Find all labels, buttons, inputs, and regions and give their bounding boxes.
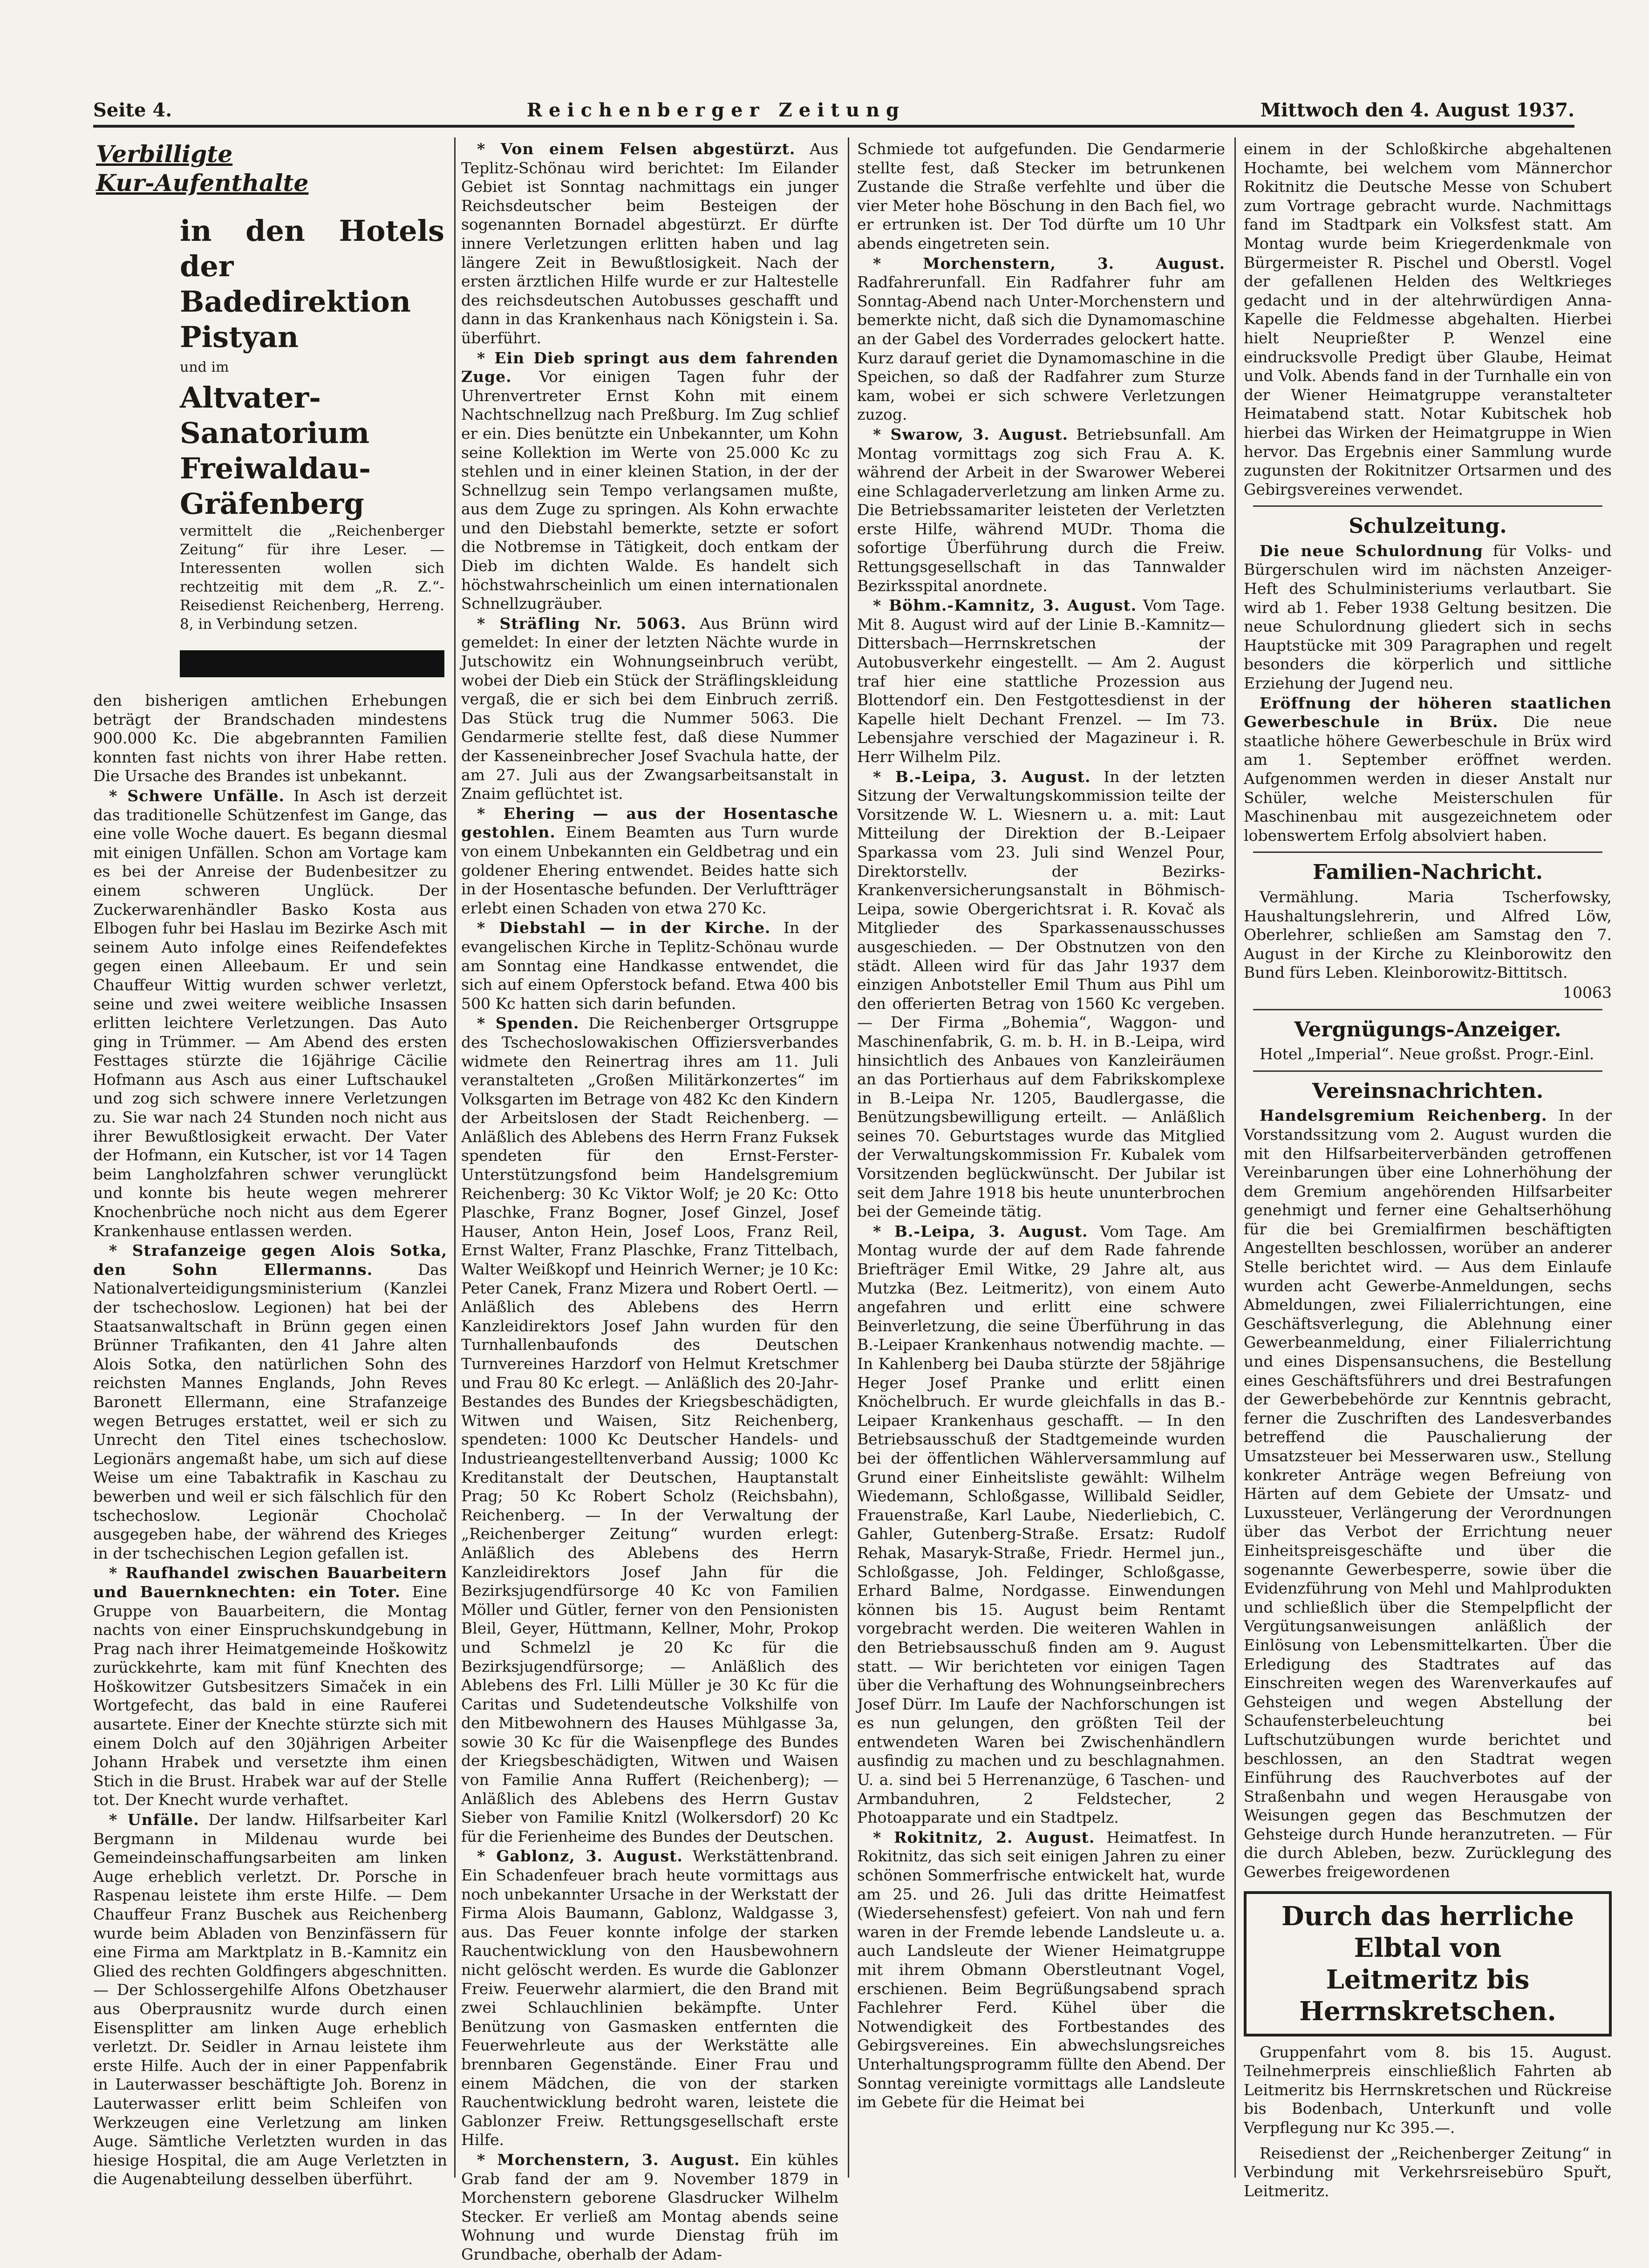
news-item xyxy=(461,919,838,1013)
news-item-text: Vom Tage. Mit 8. August wird auf der Linie B.-Kamnitz—Dittersbach—Herrnskretschen der Autobusverkehr eingestellt. — Am 2. August traf hier eine stattliche Prozession aus Blottendorf ein. Den Festgottesdienst in der Kapelle hielt Dechant Frenzel. — Im 73. Lebensjahre verschied der Magazineur i. R. Herr Wilhelm Pilz. xyxy=(857,596,1225,766)
news-item xyxy=(857,1828,1225,2112)
news-item-heading: * Raufhandel zwischen Bauarbeitern und Bauernknechten: ein Toter. xyxy=(93,1564,447,1601)
news-item-text: In der evangelischen Kirche in Teplitz-Schönau wurde am Sonntag eine Handkasse entwendet, die sich auf einem Opferstock befand. Etwa 400 bis 500 Kc hatten sich darin befunden. xyxy=(461,919,838,1013)
news-item-heading: * Unfälle. xyxy=(109,1811,199,1829)
elbe-excursion-advertisement xyxy=(1244,1891,1612,2036)
news-item-text: Der landw. Hilfsarbeiter Karl Bergmann in Mildenau wurde bei Gemeindeinschaffungsarbeiten am linken Auge erheblich verletzt. Dr. Porsche in Raspenau leistete ihm erste Hilfe. — Dem Chauffeur Franz Buschek aus Reichenberg wurde beim Abladen von Benzinfässern für eine Firma am Marktplatz in B.-Kamnitz ein Glied des rechten Goldfingers abgeschnitten. — Der Schlossergehilfe Alfons Obetzhauser aus Oberprausnitz wurde durch einen Eisensplitter am linken Auge erheblich verletzt. Dr. Seidler in Arnau leistete ihm erste Hilfe. Auch der in einer Pappenfabrik in Lauterwasser beschäftigte Joh. Borenz in Lauterwasser erlitt beim Schleifen von Werkzeugen eine Verletzung am linken Auge. Sämtliche Verletzten wurden in das hiesige Hospital, die am Auge Verletzten in die Augenabteilung desselben überführt. xyxy=(93,1811,447,2188)
news-item-heading: * Gablonz, 3. August. xyxy=(477,1847,683,1866)
news-item-heading: Eröffnung der höheren staatlichen Gewerbeschule in Brüx. xyxy=(1244,694,1612,731)
column-rule xyxy=(848,137,849,2178)
news-item-text: einem in der Schloßkirche abgehaltenen Hochamte, bei welchem vom Männerchor Rokitnitz die Deutsche Messe von Schubert zum Vortrage gebracht wurde. Nachmittags fand im Stadtpark ein Volksfest statt. Am Montag wurde beim Kriegerdenkmale von Bürgermeister R. Pischel und Oberstl. Vogel der gefallenen Helden des Weltkrieges gedacht und in der altehrwürdigen Anna-Kapelle die Feldmesse abgehalten. Hierbei hielt Neuprießter P. Wenzel eine eindrucksvolle Predigt über Glaube, Heimat und Volk. Abends fand in der Turnhalle ein von der Wiener Heimatgruppe veranstalteter Heimatabend statt. Notar Kubitschek hob hierbei das Wirken der Heimatgruppe in Wien hervor. Das Ergebnis einer Sammlung wurde zugunsten der Rokitnitzer Ortsarmen und des Gebirgsvereines verwendet. xyxy=(1244,140,1612,498)
section-heading-clubs: Vereinsnachrichten. xyxy=(1312,1079,1544,1103)
news-item xyxy=(857,596,1225,766)
news-item-heading: * Strafanzeige gegen Alois Sotka, den Sohn Ellermanns. xyxy=(93,1241,447,1279)
section-heading-amusement: Vergnügungs-Anzeiger. xyxy=(1294,1017,1561,1042)
news-item xyxy=(461,140,838,348)
news-list xyxy=(93,691,447,2189)
news-item-text: Einem Beamten aus Turn wurde von einem Unbekannten ein Geldbetrag und ein goldener Ehering entwendet. Beides hatte sich in der Hosentasche befunden. Der Verluftträger erlebt einen Schaden von etwa 270 Kc. xyxy=(461,823,838,917)
column-rule xyxy=(454,137,456,2178)
page-header xyxy=(93,93,1574,121)
family-notice: Vermählung. Maria Tscherfowsky, Haushaltungslehrerin, und Alfred Löw, Oberlehrer, schließen am Samstag den 7. August in der Kirche zu Kleinborowitz den Bund fürs Leben. Kleinborowitz-Bittitsch. xyxy=(1244,887,1612,982)
news-item-text: In der Vorstandssitzung vom 2. August wurden die mit den Hilfsarbeiterverbänden getroffenen Vereinbarungen über eine Lohnerhöhung der dem Gremium angehörenden Hilfsarbeiter genehmigt und ferner eine Gehaltserhöhung für die bei Gremialfirmen beschäftigten Angestellten beschlossen, worüber an anderer Stelle berichtet wird. — Aus dem Einlaufe wurden acht Gewerbe-Anmeldungen, sechs Abmeldungen, zwei Filialerrichtungen, eine Geschäftsverlegung, die Ablehnung einer Gewerbeanmeldung, einer Filialerrichtung und eines Dispensansuchens, die Bestellung eines Geschäftsführers und drei Bestrafungen der Gewerbebehörde zur Kenntnis gebracht, ferner die Zuschriften des Landesverbandes betreffend die Pauschalierung der Umsatzsteuer bei Messerwaren usw., Stellung konkreter Anträge wegen Befreiung von Härten auf dem Gebiete der Umsatz- und Luxussteuer, Verlängerung der Verordnungen über das Verbot der Errichtung neuer Einheitspreisgeschäfte und über die sogenannte Gewerbesperre, sowie über die Evidenzführung von Mehl und Mahlprodukten und schließlich über die Stempelpflicht der Vergütungsanweisungen anläßlich der Einlösung von Lebensmittelkarten. Über die Erledigung des Stadtrates auf das Einschreiten wegen des Warenverkaufes auf Gehsteigen und wegen Abstellung der Schaufensterbeleuchtung bei Luftschutzübungen wurde berichtet und beschlossen, an den Stadtrat wegen Einführung des Rauchverbotes auf der Straßenbahn und wegen Herausgabe von Weisungen gegen das Beschmutzen der Gehsteige durch Hunde heranzutreten. — Für die durch Ableben, bezw. Zurücklegung des Gewerbes freigewordenen xyxy=(1244,1106,1612,1881)
news-item-text: Betriebsunfall. Am Montag vormittags zog sich Frau A. K. während der Arbeit in der Swarower Weberei eine Schlagaderverletzung am linken Arme zu. Die Betriebssamariter leisteten der Verletzten erste Hilfe, während MUDr. Thoma die sofortige Überführung durch die Freiw. Rettungsgesellschaft in das Tannwalder Bezirksspital anordnete. xyxy=(857,425,1225,595)
news-item-text: Schmiede tot aufgefunden. Die Gendarmerie stellte fest, daß Stecker im betrunkenen Zustande die Straße verfehlte und über die vier Meter hohe Böschung in den Bach fiel, wo er ertrunken ist. Der Tod dürfte um 10 Uhr abends eingetreten sein. xyxy=(857,140,1225,252)
header-rule xyxy=(93,125,1574,128)
news-item-heading: * Morchenstern, 3. August. xyxy=(873,254,1225,272)
ad-heading: Kur-Aufenthalte xyxy=(96,169,309,197)
news-item-text: Werkstättenbrand. Ein Schadenfeuer brach heute vormittags aus noch unbekannter Ursache in der Werkstatt der Firma Alois Baumann, Gablonz, Waldgasse 3, aus. Das Feuer konnte infolge der starken Rauchentwicklung von den Hausbewohnern nicht gelöscht werden. Es wurde die Gablonzer Freiw. Feuerwehr alarmiert, die den Brand mit zwei Schlauchlinien bekämpfte. Unter Benützung von Gasmasken entfernten die Feuerwehrleute aus der Werkstätte alle brennbaren Gegenstände. Einer Frau und einem Mädchen, die von der starken Rauchentwicklung bedroht waren, leistete die Gablonzer Freiw. Rettungsgesellschaft erste Hilfe. xyxy=(461,1847,838,2149)
news-item xyxy=(461,349,838,613)
excursion-details: Gruppenfahrt vom 8. bis 15. August. Teilnehmerpreis einschließlich Fahrten ab Leitmeritz bis Herrnskretschen und Rückreise bis Bodenbach, Unterkunft und volle Verpflegung nur Kc 395.—. xyxy=(1244,2043,1612,2137)
news-item-text: Heimatfest. In Rokitnitz, das sich seit einigen Jahren zu einer schönen Sommerfrische entwickelt hat, wurde am 25. und 26. Juli das dritte Heimatfest (Wiedersehensfest) gefeiert. Von nah und fern waren in der Fremde lebende Landsleute u. a. auch Landsleute der Wiener Heimatgruppe mit ihrem Obmann Oberstleutnant Vogel, erschienen. Beim Begrüßungsabend sprach Fachlehrer Ferd. Kühel über die Notwendigkeit des Fortbestandes des Gebirgsvereines. Ein abwechslungsreiches Unterhaltungsprogramm füllte den Abend. Der Sonntag vereinigte vormittags alle Landsleute im Gebete für die Heimat bei xyxy=(857,1828,1225,2111)
ad-text: vermittelt die „Reichenberger Zeitung“ für ihre Leser. — Interessenten wollen sich rechtzeitig mit dem „R. Z.“-Reisedienst Reichenberg, Herreng. 8, in Verbindung setzen. xyxy=(180,523,444,633)
news-item-heading: * B.-Leipa, 3. August. xyxy=(873,1222,1088,1240)
school-news-list xyxy=(1244,542,1612,845)
news-item-text: Das Nationalverteidigungsministerium (Kanzlei der tschechoslow. Legionen) hat bei der Staatsanwaltschaft in Brünn gegen einen Brünner Trafikanten, den 41 Jahre alten Alois Sotka, den natürlichen Sohn des reichsten Mannes Englands, John Reves Baronett Ellermann, eine Strafanzeige wegen Betruges erstattet, weil er sich zu Unrecht den Titel eines tschechoslow. Legionärs angemaßt habe, um sich auf diese Weise um eine Tabaktrafik in Kaschau zu bewerben und weil er sich fälschlich für den tschechoslow. Legionär Chocholač ausgegeben habe, der während des Krieges in der tschechischen Legion gefallen ist. xyxy=(93,1260,448,1562)
news-item xyxy=(461,1014,838,1846)
news-item-heading: * Swarow, 3. August. xyxy=(873,425,1069,443)
news-item-heading: * Rokitnitz, 2. August. xyxy=(873,1828,1095,1846)
section-rule xyxy=(1253,1009,1602,1010)
section-rule xyxy=(1253,505,1602,507)
news-item-heading: Handelsgremium Reichenberg. xyxy=(1260,1106,1547,1125)
ad-heading: Verbilligte xyxy=(96,140,233,168)
news-item-text: Aus Brünn wird gemeldet: In einer der letzten Nächte wurde in Jutschowitz ein Wohnungseinbruch verübt, wobei der Dieb ein Stück der Sträflingskleidung vergaß, die er sich bei dem Einbruch zerriß. Das Stück trug die Nummer 5063. Die Gendarmerie stellte fest, daß diese Nummer der Kasseneinbrecher Josef Svachula hatte, der am 27. Juli aus der Zwangsarbeitsanstalt in Znaim geflüchtet ist. xyxy=(461,614,838,803)
news-item-text: Radfahrerunfall. Ein Radfahrer fuhr am Sonntag-Abend nach Unter-Morchenstern und bemerkte nicht, daß sich die Dynamomaschine an der Gabel des Vorderrades gelockert hatte. Kurz darauf geriet die Dynamomaschine in die Speichen, so daß der Radfahrer zum Sturze kam, wobei er sich schwere Verletzungen zuzog. xyxy=(857,273,1225,424)
section-heading-family: Familien-Nachricht. xyxy=(1312,860,1543,885)
ad-sanatorium-line: Altvater-Sanatorium xyxy=(180,381,370,450)
news-item xyxy=(857,1222,1225,1827)
news-item xyxy=(93,691,447,786)
column-rule xyxy=(1234,137,1236,2178)
excursion-organizer: Reisedienst der „Reichenberger Zeitung“ in Verbindung mit Verkehrsreisebüro Spuřt, Leitmeritz. xyxy=(1244,2144,1612,2200)
column-2 xyxy=(461,140,838,2263)
news-item-heading: * Ein Dieb springt aus dem fahrenden Zuge. xyxy=(461,348,838,386)
newspaper-title: Reichenberger Zeitung xyxy=(526,99,906,121)
ad-connector: und im xyxy=(180,359,229,375)
news-item xyxy=(461,2151,838,2264)
section-rule xyxy=(1253,1070,1602,1072)
news-item-heading: * Morchenstern, 3. August. xyxy=(477,2150,740,2169)
reference-number: 10063 xyxy=(1563,983,1612,1001)
news-item xyxy=(857,425,1225,595)
issue-date: Mittwoch den 4. August 1937. xyxy=(1260,99,1574,121)
news-item xyxy=(93,1564,447,1810)
news-item xyxy=(93,1811,447,2189)
section-heading-school: Schulzeitung. xyxy=(1349,514,1507,538)
news-item xyxy=(461,614,838,804)
news-item xyxy=(461,1847,838,2150)
ad-black-bar xyxy=(180,650,444,677)
ad-hotel-line: in den Hotels der xyxy=(180,214,444,283)
news-item-heading: * Böhm.-Kamnitz, 3. August. xyxy=(873,596,1137,615)
section-rule xyxy=(1253,851,1602,853)
column-3 xyxy=(857,140,1225,2111)
news-item xyxy=(1244,1106,1612,1881)
news-item xyxy=(1244,140,1612,499)
club-news-list xyxy=(1244,1106,1612,1881)
news-list xyxy=(857,140,1225,2112)
news-item-text: Aus Teplitz-Schönau wird berichtet: Im Eilander Gebiet ist Sonntag nachmittags ein junger Reichsdeutscher beim Besteigen der sogenannten Bornadel abgestürzt. Er dürfte innere Verletzungen erlitten haben und lag längere Zeit in Bewußtlosigkeit. Nach der ersten ärztlichen Hilfe wurde er zur Haltestelle des reichsdeutschen Autobusses geschafft und dann in das Krankenhaus nach Königstein i. Sa. überführt. xyxy=(461,140,838,347)
news-item xyxy=(857,254,1225,424)
news-item-text: Vor einigen Tagen fuhr der Uhrenvertreter Ernst Kohn mit einem Nachtschnellzug nach Preßburg. Im Zug schlief er ein. Dies benützte ein Unbekannter, um Kohn seine Kollektion im Werte von 25.000 Kc zu stehlen und in einer kleinen Station, in der der Schnellzug sein Tempo verlangsamen mußte, aus dem Zuge zu springen. Als Kohn erwachte und den Diebstahl bemerkte, setzte er sofort die Notbremse in Tätigkeit, doch entkam der Dieb im dichten Walde. Es handelt sich höchstwahrscheinlich um einen internationalen Schnellzugräuber. xyxy=(461,368,838,613)
news-item xyxy=(93,787,447,1240)
news-item-text: Eine Gruppe von Bauarbeitern, die Montag nachts von einer Einspruchskundgebung in Prag nach ihrer Heimatgemeinde Hoškowitz zurückkehrte, kam mit fünf Knechten des Hoškowitzer Gutsbesitzers Simaček in ein Wortgefecht, das bald in eine Rauferei ausartete. Einer der Knechte stürzte sich mit einem Dolch auf den 30jährigen Arbeiter Johann Hrabek und versetzte ihm einen Stich in die Brust. Hrabek war auf der Stelle tot. Der Knecht wurde verhaftet. xyxy=(93,1582,447,1809)
news-item-heading: * Schwere Unfälle. xyxy=(109,786,285,805)
news-item xyxy=(461,804,838,918)
news-item xyxy=(1244,542,1612,693)
news-item xyxy=(1244,694,1612,845)
news-item-heading: * Diebstahl — in der Kirche. xyxy=(477,919,771,937)
news-item-heading: * B.-Leipa, 3. August. xyxy=(873,767,1091,786)
ad-sanatorium-line: Freiwaldau-Gräfenberg xyxy=(180,451,371,521)
amusement-notice: Hotel „Imperial“. Neue großst. Progr.-Einl. xyxy=(1260,1045,1594,1063)
news-item-text: In Asch ist derzeit das traditionelle Schützenfest im Gange, das eine volle Woche dauert. Es begann diesmal mit einigen Unfällen. Schon am Vortage kam es bei der Anreise der Budenbesitzer zu einem schweren Unglück. Der Zuckerwarenhändler Basko Kosta aus Elbogen fuhr bei Haslau im Bezirke Asch mit seinem Auto infolge eines Reifendefektes gegen einen Alleebaum. Er und sein Chauffeur Wittig wurden schwer verletzt, seine und zwei weitere weibliche Insassen erlitten leichtere Verletzungen. Das Auto ging in Trümmer. — Am Abend des ersten Festtages stürzte die 16jährige Cäcilie Hofmann aus Asch aus einer Luftschaukel und zog sich schwere innere Verletzungen zu. Sie war nach 24 Stunden noch nicht aus ihrer Bewußtlosigkeit erwacht. Der Vater der Hofmann, ein Kutscher, ist vor 14 Tagen beim Langholzfahren schwer verunglückt und konnte bis heute wegen mehrerer Knochenbrüche noch nicht aus dem Egerer Krankenhause entlassen werden. xyxy=(93,786,448,1240)
news-item-heading: * Spenden. xyxy=(477,1014,579,1033)
news-item-text: Die neue staatliche höhere Gewerbeschule in Brüx wird am 1. September eröffnet werden. Aufgenommen werden in dieser Anstalt nur Schüler, welche Meisterschulen für Maschinenbau mit ausgezeichnetem oder lobenswertem Erfolg absolviert haben. xyxy=(1244,713,1612,845)
news-item-text: Die Reichenberger Ortsgruppe des Tschechoslowakischen Offiziersverbandes widmete den Reinertrag ihres am 11. Juli veranstalteten „Großen Militärkonzertes“ im Volksgarten im Betrage von 482 Kc den Kindern der Arbeitslosen der Stadt Reichenberg. — Anläßlich des Ablebens des Herrn Franz Fuksek spendeten für den Ernst-Ferster-Unterstützungsfond beim Handelsgremium Reichenberg: 30 Kc Viktor Wolf; je 20 Kc: Otto Plaschke, Franz Bogner, Josef Ginzel, Josef Hauser, Anton Hein, Josef Loos, Franz Reil, Ernst Walter, Franz Plaschke, Franz Tittelbach, Walter Weißkopf und Heinrich Werner; je 10 Kc: Peter Canek, Franz Mizera und Robert Oertl. — Anläßlich des Ablebens des Herrn Kanzleidirektors Josef Jahn wurden für den Turnhallenbaufonds des Deutschen Turnvereines Harzdorf von Helmut Kretschmer und Frau 80 Kc erlegt. — Anläßlich des 20-Jahr-Bestandes des Bundes der Kriegsbeschädigten, Witwen und Waisen, Sitz Reichenberg, spendeten: 1000 Kc Deutscher Handels- und Industrieangestelltenverband Aussig; 1000 Kc Kreditanstalt der Deutschen, Hauptanstalt Prag; 50 Kc Robert Scholz (Reichsbahn), Reichenberg. — In der Verwaltung der „Reichenberger Zeitung“ wurden erlegt: Anläßlich des Ablebens des Herrn Kanzleidirektors Josef Jahn für die Bezirksjugendfürsorge 40 Kc von Familien Möller und Gütler, ferner von den Pensionisten Bleil, Geyer, Hüttmann, Kellner, Mohr, Prokop und Schmelzl je 20 Kc für die Bezirksjugendfürsorge; — Anläßlich des Ablebens des Frl. Lilli Müller je 30 Kc für die Caritas und Sudetendeutsche Volkshilfe von den Mitbewohnern des Hauses Mühlgasse 3a, sowie 30 Kc für die Waisenpflege des Bundes der Kriegsbeschädigten, Witwen und Waisen von Familie Anna Ruffert (Reichenberg); — Anläßlich des Ablebens des Herrn Gustav Sieber von Familie Knitzl (Wolkersdorf) 20 Kc für die Ferienheime des Bundes der Deutschen. xyxy=(461,1014,838,1846)
news-item-heading: * Sträfling Nr. 5063. xyxy=(477,614,687,633)
page-number: Seite 4. xyxy=(93,99,172,121)
news-list xyxy=(1244,140,1612,499)
excursion-headline: Leitmeritz bis Herrnskretschen. xyxy=(1299,1964,1556,2027)
news-item-text: Vom Tage. Am Montag wurde der auf dem Rade fahrende Briefträger Emil Witke, 29 Jahre alt, aus Mutzka (Bez. Leitmeritz), von einem Auto angefahren und erlitt eine schwere Beinverletzung, die seine Überführung in das B.-Leipaer Krankenhaus notwendig machte. — In Kahlenberg bei Dauba stürzte der 58jährige Heger Josef Pranke und erlitt einen Knöchelbruch. Er wurde gleichfalls in das B.-Leipaer Krankenhaus geschafft. — In den Betriebsausschuß der Stadtgemeinde wurden bei der öffentlichen Wählerversammlung auf Grund einer Einheitsliste gewählt: Wilhelm Wiedemann, Schloßgasse, Willibald Seidler, Frauenstraße, Karl Laube, Niederliebich, C. Gahler, Gutenberg-Straße. Ersatz: Rudolf Rehak, Masaryk-Straße, Friedr. Hermel jun., Schloßgasse, Joh. Feldinger, Schloßgasse, Erhard Balme, Nordgasse. Einwendungen können bis 15. August beim Rentamt vorgebracht werden. Die weiteren Wahlen in den Betriebsausschuß finden am 9. August statt. — Wir berichteten vor einigen Tagen über die Verhaftung des Wohnungseinbrechers Josef Dürr. Im Laufe der Nachforschungen ist es nun gelungen, den größten Teil der entwendeten Waren bei Zwischenhändlern ausfindig zu machen und zu beschlagnahmen. U. a. sind bei 5 Herrenanzüge, 6 Taschen- und Armbanduhren, 2 Feldstecher, 2 Photoapparate und ein Stadtpelz. xyxy=(857,1222,1225,1827)
excursion-headline: Durch das herrliche Elbtal von xyxy=(1281,1900,1574,1963)
column-4 xyxy=(1244,140,1612,2200)
news-item-heading: * Von einem Felsen abgestürzt. xyxy=(477,140,796,158)
news-item xyxy=(857,768,1225,1221)
news-item-heading: Die neue Schulordnung xyxy=(1260,541,1483,560)
column-1 xyxy=(93,140,448,2188)
news-item-heading: * Ehering — aus der Hosentasche gestohlen. xyxy=(461,804,838,842)
news-item-text: für Volks- und Bürgerschulen wird im nächsten Anzeiger-Heft des Schulministeriums verlautbart. Sie wird ab 1. Feber 1938 Geltung besitzen. Die neue Schulordnung gliedert sich in sechs Hauptstücke mit 309 Paragraphen und regelt besonders die körperlich und sittliche Erziehung der Jugend neu. xyxy=(1244,541,1612,693)
news-item xyxy=(93,1241,447,1563)
news-item-text: In der letzten Sitzung der Verwaltungskommission teilte der Vorsitzende W. L. Wiesnern u. a. mit: Laut Mitteilung der Direktion der B.-Leipaer Sparkassa vom 23. Juli sind Wenzel Pour, Direktorstellv. der Bezirks-Krankenversicherungsanstalt in Böhmisch-Leipa, sowie Obergerichtsrat i. R. Kovač als Mitglieder des Sparkassenausschusses ausgeschieden. — Der Obstnutzen von den städt. Alleen wird für das Jahr 1937 dem einzigen Anbotsteller Emil Thum aus Pihl um den offerierten Betrag von 1560 Kc vergeben. — Der Firma „Bohemia“, Waggon- und Maschinenfabrik, G. m. b. H. in B.-Leipa, wird hinsichtlich des Anbaues von Kanzleiräumen an das Portierhaus auf dem Fabrikskomplexe in B.-Leipa Nr. 1205, Baudlergasse, die Benützungsbewilligung erteilt. — Anläßlich seines 70. Geburtstages wurde das Mitglied der Verwaltungskommission Fr. Kubalek vom Vorsitzenden beglückwünscht. Der Jubilar ist seit dem Jahre 1918 bis heute ununterbrochen bei der Gemeinde tätig. xyxy=(857,767,1225,1221)
cure-stay-advertisement xyxy=(93,140,447,677)
news-list xyxy=(461,140,838,2264)
news-item-text: Ein kühles Grab fand der am 9. November 1879 in Morchenstern geborene Glasdrucker Wilhelm Stecker. Er verließ am Montag abends seine Wohnung und wurde Dienstag früh im Grundbache, oberhalb der Adam- xyxy=(461,2150,838,2263)
news-item-text: den bisherigen amtlichen Erhebungen beträgt der Brandschaden mindestens 900.000 Kc. Die abgebrannten Familien konnten fast nichts von ihrer Habe retten. Die Ursache des Brandes ist unbekannt. xyxy=(93,691,447,785)
news-item xyxy=(857,140,1225,253)
ad-hotel-line: Badedirektion Pistyan xyxy=(180,285,411,354)
